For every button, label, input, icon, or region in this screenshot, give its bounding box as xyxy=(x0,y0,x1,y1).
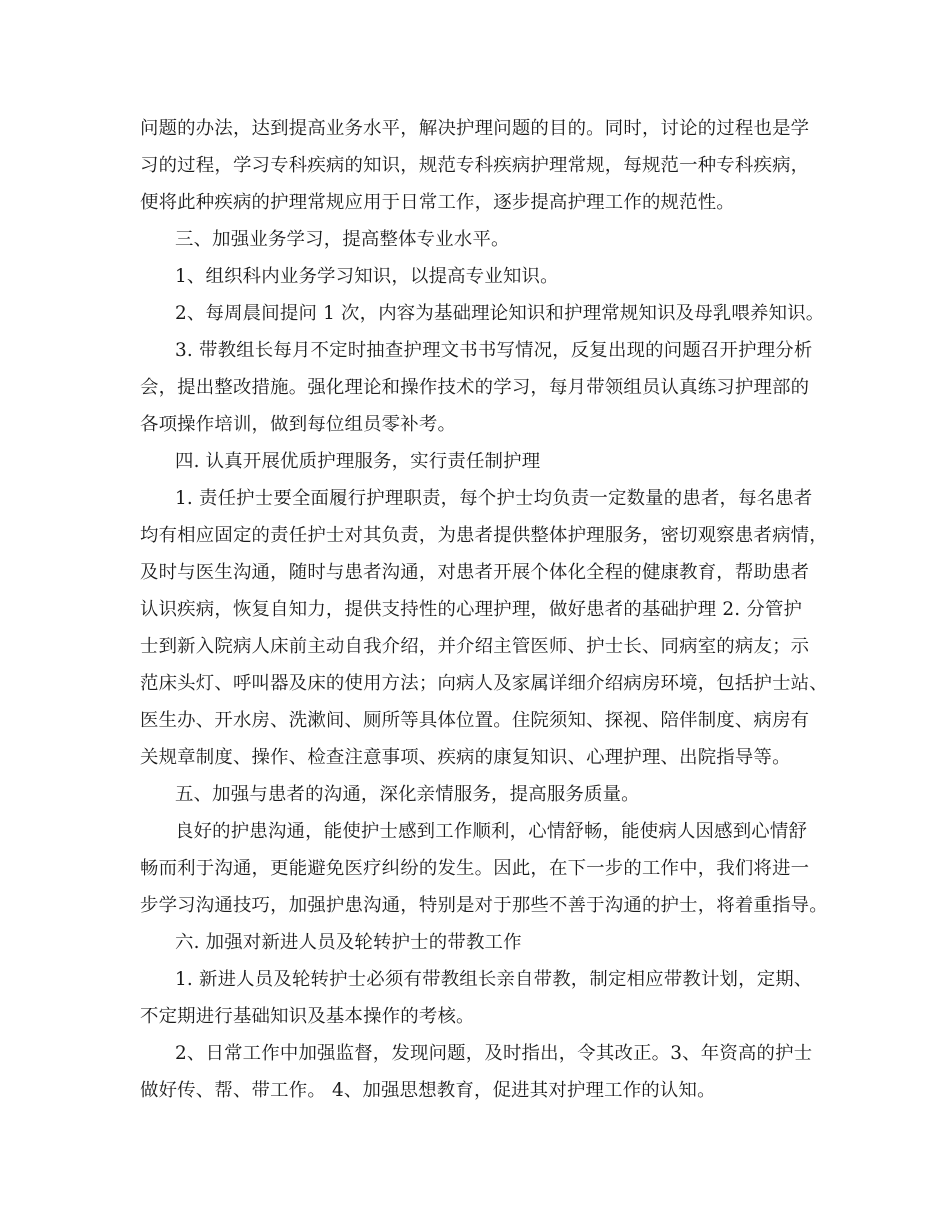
list-item: 1、组织科内业务学习知识，以提高专业知识。 xyxy=(175,266,559,287)
text-line: 习的过程，学习专科疾病的知识，规范专科疾病护理常规，每规范一种专科疾病， xyxy=(140,155,810,176)
text-line: 会，提出整改措施。强化理论和操作技术的学习，每月带领组员认真练习护理部的 xyxy=(140,377,810,398)
section-heading: 四. 认真开展优质护理服务，实行责任制护理 xyxy=(175,451,541,472)
text-line: 均有相应固定的责任护士对其负责，为患者提供整体护理服务，密切观察患者病情， xyxy=(140,525,828,546)
text-line: 认识疾病，恢复自知力，提供支持性的心理护理，做好患者的基础护理 2. 分管护 xyxy=(140,599,803,620)
paragraph-start: 良好的护患沟通，能使护士感到工作顺利，心情舒畅，能使病人因感到心情舒 xyxy=(175,821,808,842)
list-item: 1. 责任护士要全面履行护理职责，每个护士均负责一定数量的患者，每名患者 xyxy=(175,488,813,509)
text-line: 便将此种疾病的护理常规应用于日常工作，逐步提高护理工作的规范性。 xyxy=(140,192,735,213)
text-line: 畅而利于沟通，更能避免医疗纠纷的发生。因此，在下一步的工作中，我们将进一 xyxy=(140,858,810,879)
section-heading: 三、加强业务学习，提高整体专业水平。 xyxy=(175,229,510,250)
section-heading: 六. 加强对新进人员及轮转护士的带教工作 xyxy=(175,932,522,953)
text-line: 及时与医生沟通，随时与患者沟通，对患者开展个体化全程的健康教育，帮助患者 xyxy=(140,562,810,583)
list-item: 1. 新进人员及轮转护士必须有带教组长亲自带教，制定相应带教计划，定期、 xyxy=(175,969,813,990)
list-item: 3. 带教组长每月不定时抽查护理文书书写情况，反复出现的问题召开护理分析 xyxy=(175,340,813,361)
text-line: 医生办、开水房、洗漱间、厕所等具体位置。住院须知、探视、陪伴制度、病房有 xyxy=(140,710,810,731)
text-line: 步学习沟通技巧，加强护患沟通，特别是对于那些不善于沟通的护士，将着重指导。 xyxy=(140,895,828,916)
text-line: 士到新入院病人床前主动自我介绍，并介绍主管医师、护士长、同病室的病友；示 xyxy=(140,636,810,657)
text-line: 做好传、帮、带工作。 4、加强思想教育，促进其对护理工作的认知。 xyxy=(140,1080,716,1101)
list-item: 2、每周晨间提问 1 次，内容为基础理论知识和护理常规知识及母乳喂养知识。 xyxy=(175,303,825,324)
text-line: 不定期进行基础知识及基本操作的考核。 xyxy=(140,1006,475,1027)
text-line: 关规章制度、操作、检查注意事项、疾病的康复知识、心理护理、出院指导等。 xyxy=(140,747,791,768)
list-item: 2、日常工作中加强监督，发现问题，及时指出，令其改正。3、年资高的护士 xyxy=(175,1043,813,1064)
section-heading: 五、加强与患者的沟通，深化亲情服务，提高服务质量。 xyxy=(175,784,640,805)
text-line: 问题的办法，达到提高业务水平，解决护理问题的目的。同时，讨论的过程也是学 xyxy=(140,118,810,139)
text-line: 各项操作培训，做到每位组员零补考。 xyxy=(140,414,457,435)
text-line: 范床头灯、呼叫器及床的使用方法；向病人及家属详细介绍病房环境，包括护士站、 xyxy=(140,673,828,694)
